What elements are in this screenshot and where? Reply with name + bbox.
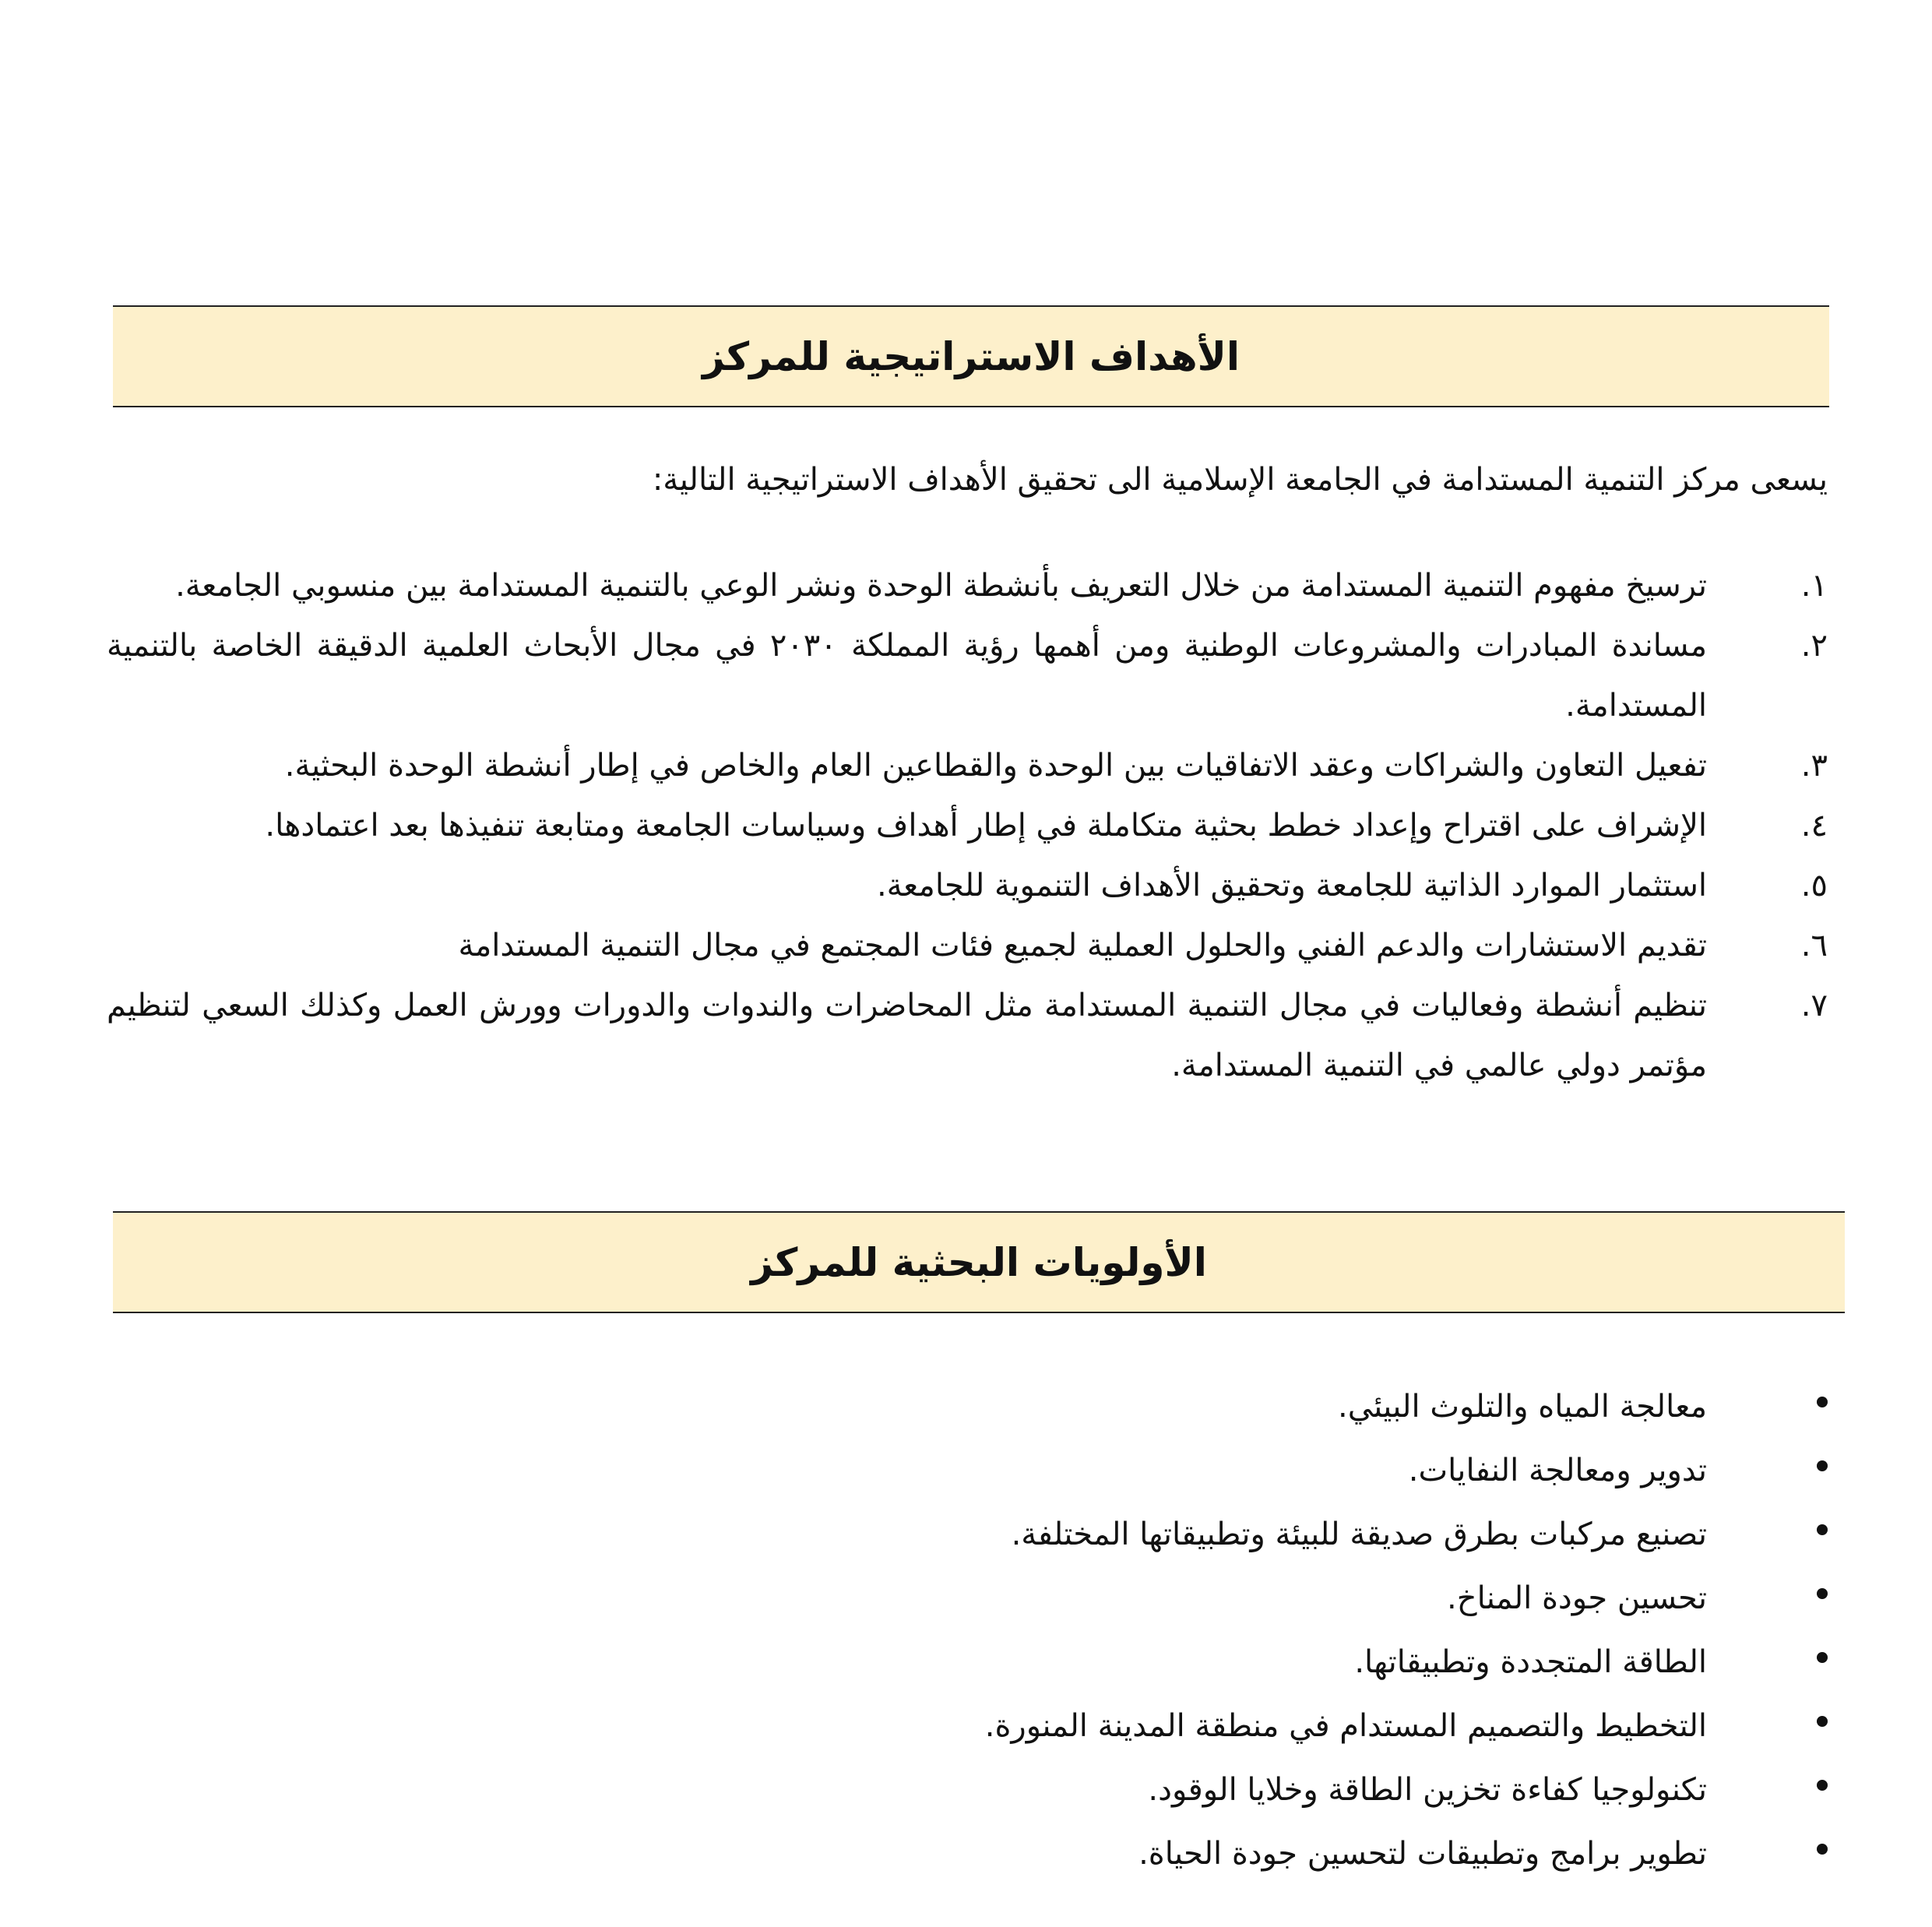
goal-item [107,556,1828,616]
goal-text: تفعيل التعاون والشراكات وعقد الاتفاقيات بين الوحدة والقطاعين العام والخاص في إطار أنشطة الوحدة البحثية. [284,748,1707,784]
bullet-icon [1817,1524,1828,1535]
goal-number: ٣. [1800,748,1828,784]
bullet-icon [1817,1460,1828,1471]
goal-item [107,856,1828,916]
intro-paragraph: يسعى مركز التنمية المستدامة في الجامعة الإسلامية الى تحقيق الأهداف الاستراتيجية التالية: [652,462,1828,498]
goal-text: مساندة المبادرات والمشروعات الوطنية ومن أهمها رؤية المملكة ٢٠٣٠ في مجال الأبحاث العلمية الدقيقة الخاصة بالتنمية المستدامة. [107,628,1707,724]
bullet-icon [1817,1716,1828,1727]
priority-item [348,1758,1828,1822]
goal-item [107,796,1828,856]
bullet-icon [1817,1397,1828,1407]
research-priorities-title: الأولويات البحثية للمركز [751,1239,1207,1285]
goal-number: ٢. [1800,628,1828,664]
goal-number: ٧. [1800,988,1828,1023]
goals-list [107,556,1828,1096]
priority-item [348,1375,1828,1439]
goal-number: ٦. [1800,928,1828,964]
goal-item [107,916,1828,976]
priority-text: تصنيع مركبات بطرق صديقة للبيئة وتطبيقاتها المختلفة. [1011,1517,1707,1552]
bullet-icon [1817,1652,1828,1663]
goal-item [107,976,1828,1096]
priority-text: تدوير ومعالجة النفايات. [1408,1453,1707,1488]
priorities-list [348,1375,1828,1886]
priority-item [348,1566,1828,1630]
priority-text: التخطيط والتصميم المستدام في منطقة المدينة المنورة. [984,1708,1707,1744]
priority-item [348,1822,1828,1886]
priority-text: تحسين جودة المناخ. [1447,1580,1707,1616]
goal-number: ٥. [1800,868,1828,904]
priority-text: تطوير برامج وتطبيقات لتحسين جودة الحياة. [1138,1836,1707,1872]
goal-text: استثمار الموارد الذاتية للجامعة وتحقيق الأهداف التنموية للجامعة. [876,868,1707,904]
priority-text: تكنولوجيا كفاءة تخزين الطاقة وخلايا الوقود. [1148,1772,1707,1808]
priority-item [348,1439,1828,1502]
priority-item [348,1502,1828,1566]
priority-text: معالجة المياه والتلوث البيئي. [1338,1389,1707,1425]
goal-text: تنظيم أنشطة وفعاليات في مجال التنمية المستدامة مثل المحاضرات والندوات والدورات وورش العمل وكذلك السعي لتنظيم مؤتمر دولي عالمي في التنمية المستدامة. [107,988,1707,1083]
priority-item [348,1694,1828,1758]
goal-number: ٤. [1800,808,1828,844]
goal-item [107,616,1828,736]
goal-item [107,736,1828,796]
bullet-icon [1817,1844,1828,1855]
bullet-icon [1817,1588,1828,1599]
strategic-goals-title: الأهداف الاستراتيجية للمركز [702,333,1240,379]
goal-number: ١. [1800,568,1828,604]
goal-text: الإشراف على اقتراح وإعداد خطط بحثية متكاملة في إطار أهداف وسياسات الجامعة ومتابعة تنفيذها بعد اعتمادها. [265,808,1707,844]
bullet-icon [1817,1780,1828,1791]
goal-text: ترسيخ مفهوم التنمية المستدامة من خلال التعريف بأنشطة الوحدة ونشر الوعي بالتنمية المستدامة بين منسوبي الجامعة. [175,568,1707,604]
priority-text: الطاقة المتجددة وتطبيقاتها. [1354,1644,1707,1680]
strategic-goals-header [113,305,1829,407]
priority-item [348,1630,1828,1694]
goal-text: تقديم الاستشارات والدعم الفني والحلول العملية لجميع فئات المجتمع في مجال التنمية المستدامة [458,928,1707,964]
research-priorities-header [113,1211,1845,1313]
